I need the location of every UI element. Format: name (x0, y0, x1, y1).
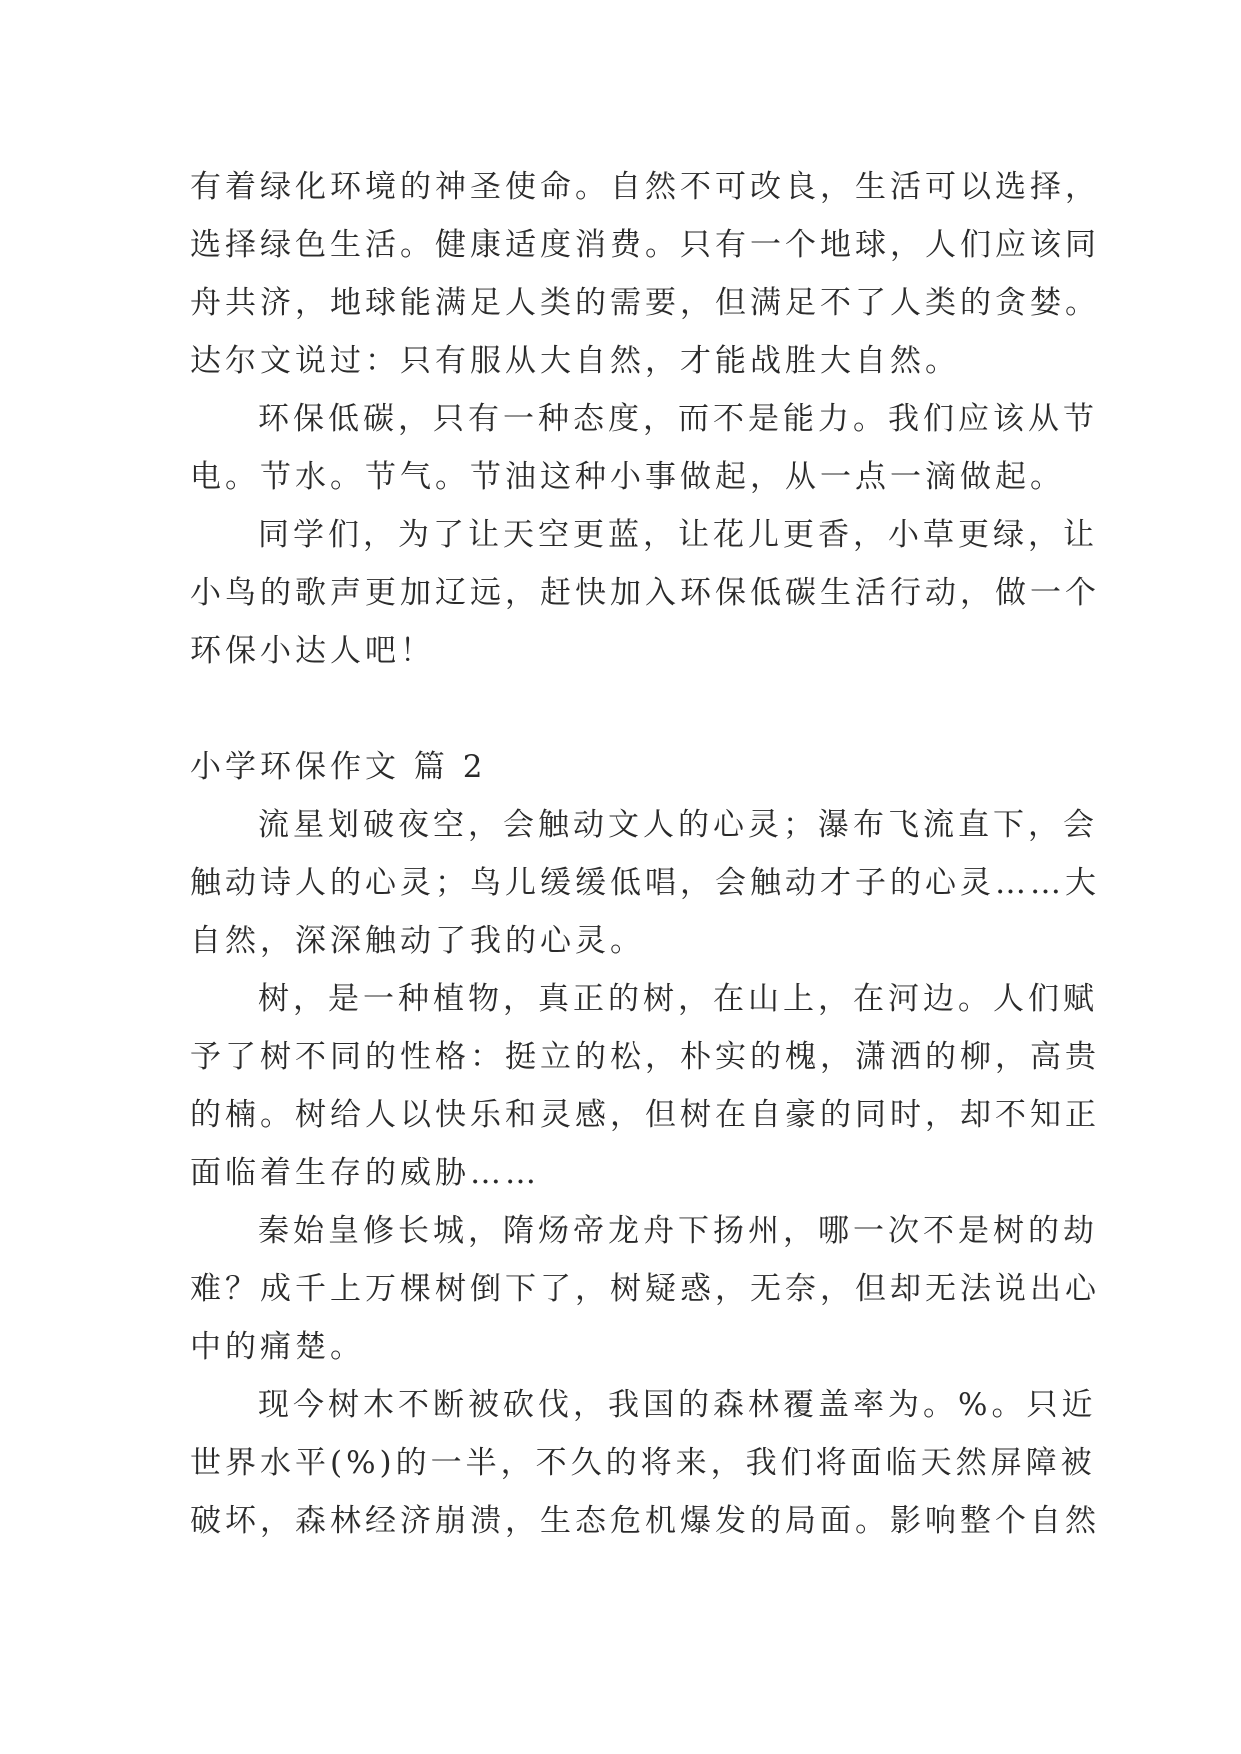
paragraph-low-carbon (190, 390, 1098, 506)
text-line: 有着绿化环境的神圣使命。自然不可改良，生活可以选择， (190, 169, 1100, 205)
document-body (190, 158, 1100, 1550)
text-line: 树，是一种植物，真正的树，在山上，在河边。人们赋 (258, 981, 1098, 1017)
text-line: 同学们，为了让天空更蓝，让花儿更香，小草更绿，让 (258, 517, 1098, 553)
text-line: 中的痛楚。 (190, 1329, 365, 1365)
text-line: 流星划破夜空，会触动文人的心灵；瀑布飞流直下，会 (258, 807, 1098, 843)
paragraph-nature (190, 796, 1100, 970)
text-line: 达尔文说过：只有服从大自然，才能战胜大自然。 (190, 343, 960, 379)
paragraph-forest-coverage (190, 1376, 1100, 1550)
section-gap (190, 680, 1080, 738)
text-line: 破坏，森林经济崩溃，生态危机爆发的局面。影响整个自然 (190, 1503, 1100, 1539)
paragraph-history (190, 1202, 1100, 1376)
text-line: 秦始皇修长城，隋炀帝龙舟下扬州，哪一次不是树的劫 (258, 1213, 1098, 1249)
text-line: 环保低碳，只有一种态度，而不是能力。我们应该从节 (258, 401, 1098, 437)
text-line: 选择绿色生活。健康适度消费。只有一个地球，人们应该同 (190, 227, 1100, 263)
text-line: 现今树木不断被砍伐，我国的森林覆盖率为。%。只近 (258, 1387, 1097, 1423)
text-line: 世界水平(%)的一半，不久的将来，我们将面临天然屏障被 (190, 1445, 1096, 1481)
text-line: 自然，深深触动了我的心灵。 (190, 923, 645, 959)
text-line: 舟共济，地球能满足人类的需要，但满足不了人类的贪婪。 (190, 285, 1100, 321)
paragraph-continuation (190, 158, 1100, 390)
text-line: 予了树不同的性格：挺立的松，朴实的槐，潇洒的柳，高贵 (190, 1039, 1100, 1075)
text-line: 的楠。树给人以快乐和灵感，但树在自豪的同时，却不知正 (190, 1097, 1100, 1133)
text-line: 电。节水。节气。节油这种小事做起，从一点一滴做起。 (190, 459, 1065, 495)
text-line: 难？成千上万棵树倒下了，树疑惑，无奈，但却无法说出心 (190, 1271, 1100, 1307)
text-line: 面临着生存的威胁…… (190, 1155, 540, 1191)
paragraph-call-to-action (190, 506, 1100, 680)
text-line: 小鸟的歌声更加辽远，赶快加入环保低碳生活行动，做一个 (190, 575, 1100, 611)
section-title: 小学环保作文 篇 2 (190, 749, 487, 785)
text-line: 环保小达人吧！ (190, 633, 435, 669)
paragraph-trees (190, 970, 1100, 1202)
text-line: 触动诗人的心灵；鸟儿缓缓低唱，会触动才子的心灵……大 (190, 865, 1100, 901)
